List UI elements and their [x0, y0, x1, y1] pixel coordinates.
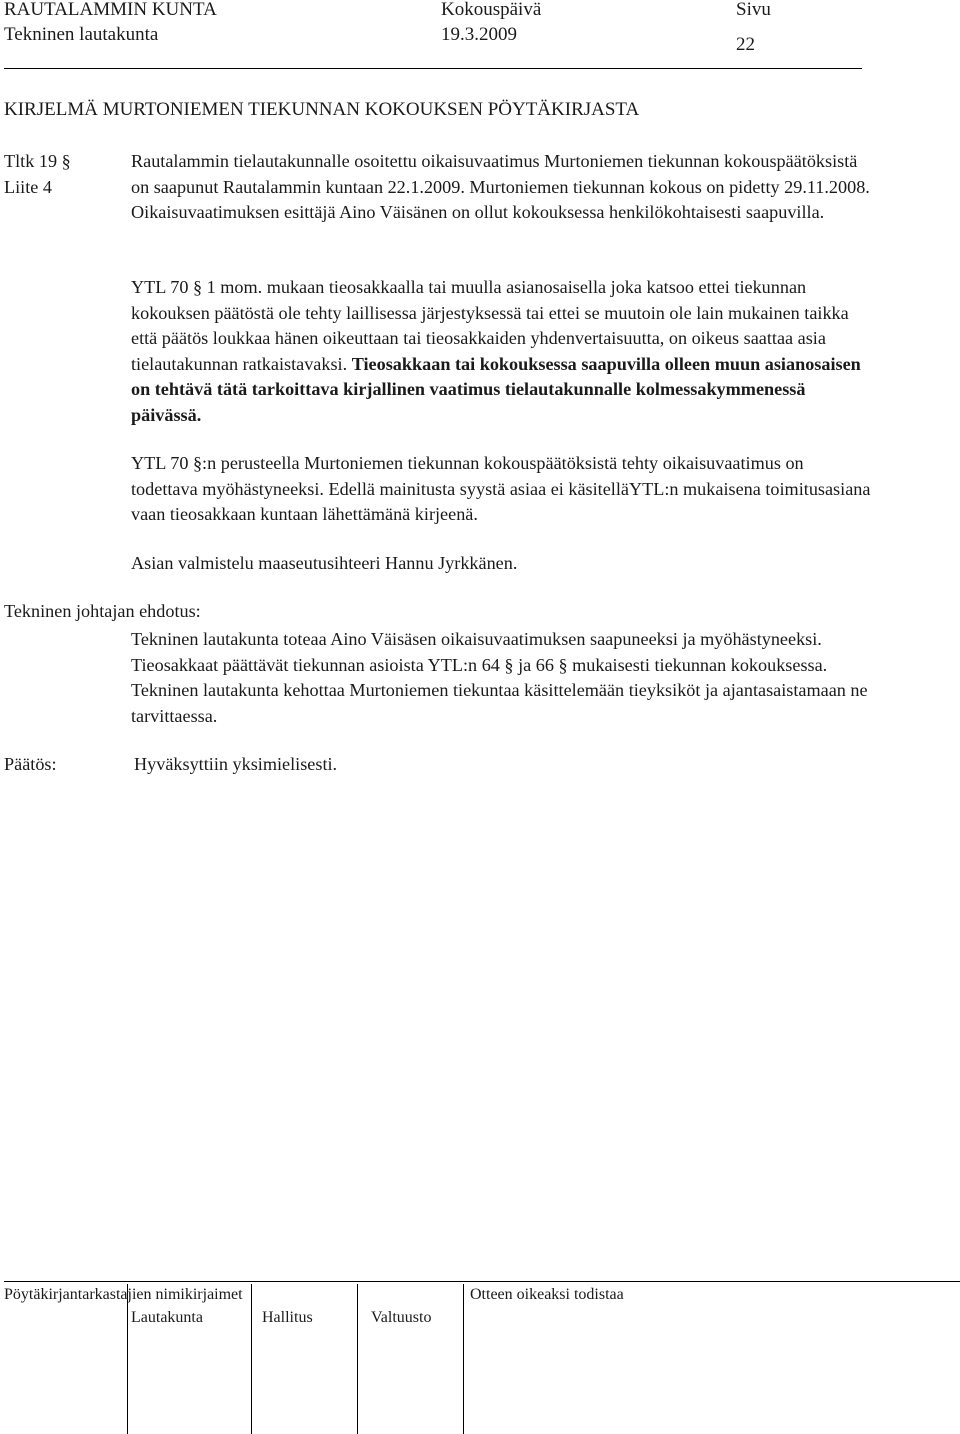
footer-col-board: Lautakunta: [131, 1309, 203, 1326]
signatures-label: Pöytäkirjantarkastajien nimikirjaimet: [4, 1286, 243, 1303]
law-text: YTL 70 § 1 mom. mukaan tieosakkaalla tai muulla asianosaisella joka katsoo ettei tiekunnan kokouksen päätöstä ole tehty laillisessa järjestyksessä tai ettei se muutoin ole lain mukainen taikka että päätös loukkaa hänen oikeuttaan tai tieosakkaiden yhdenvertaisuutta, on oikeus saattaa asia tielautakunnan ratkaistavaksi.: [131, 277, 849, 374]
paragraph-preparer: Asian valmistelu maaseutusihteeri Hannu Jyrkkänen.: [131, 553, 518, 573]
meeting-date-label: Kokouspäivä: [441, 0, 542, 20]
page-number: 22: [736, 34, 755, 55]
municipality-name: RAUTALAMMIN KUNTA: [4, 0, 217, 20]
footer-col-executive: Hallitus: [262, 1309, 313, 1326]
footer-col-council: Valtuusto: [371, 1309, 432, 1326]
certified-label: Otteen oikeaksi todistaa: [470, 1286, 624, 1303]
decision-label: Päätös:: [4, 754, 57, 774]
meeting-date: 19.3.2009: [441, 24, 517, 45]
header-rule: [4, 68, 862, 69]
paragraph-appeal: Rautalammin tielautakunnalle osoitettu oikaisuvaatimus Murtoniemen tiekunnan kokouspäätöksistä on saapunut Rautalammin kuntaan 22.1.2009. Murtoniemen tiekunnan kokous on pidetty 29.11.2008. Oikaisuvaatimuksen esittäjä Aino Väisänen on ollut kokouksessa henkilökohtaisesti saapuvilla.: [131, 151, 870, 222]
document-title: KIRJELMÄ MURTONIEMEN TIEKUNNAN KOKOUKSEN PÖYTÄKIRJASTA: [4, 99, 640, 120]
paragraph-law: [131, 275, 873, 428]
section-ref: Tltk 19 §: [4, 151, 71, 171]
signature-box-2: [128, 1284, 252, 1434]
proposal-text: Tekninen lautakunta toteaa Aino Väisäsen oikaisuvaatimuksen saapuneeksi ja myöhästyneeksi. Tieosakkaat päättävät tiekunnan asioista YTL:n 64 § ja 66 § mukaisesti tiekunnan kokouksessa. Tekninen lautakunta kehottaa Murtoniemen tiekuntaa käsittelemään tieyksiköt ja ajantasaistamaan ne tarvittaessa.: [131, 629, 868, 726]
page-label: Sivu: [736, 0, 771, 20]
signature-box-3: [252, 1284, 358, 1434]
paragraph-conclusion: YTL 70 §:n perusteella Murtoniemen tiekunnan kokouspäätöksistä tehty oikaisuvaatimus on todettava myöhästyneeksi. Edellä mainitusta syystä asiaa ei käsitelläYTL:n mukaisena toimitusasiana vaan tieosakkaan kuntaan lähettämänä kirjeenä.: [131, 453, 871, 524]
footer-rule: [4, 1281, 960, 1282]
signature-box-4: [358, 1284, 464, 1434]
decision-text: Hyväksyttiin yksimielisesti.: [134, 754, 338, 774]
law-text-bold: Tieosakkaan tai kokouksessa saapuvilla olleen muun asianosaisen on tehtävä tätä tarkoittava kirjallinen vaatimus tielautakunnalle kolmessakymmenessä päivässä.: [131, 353, 861, 425]
signature-box-1: [4, 1284, 128, 1434]
proposal-label: Tekninen johtajan ehdotus:: [4, 601, 201, 621]
attachment-ref: Liite 4: [4, 177, 52, 197]
board-name: Tekninen lautakunta: [4, 24, 159, 45]
